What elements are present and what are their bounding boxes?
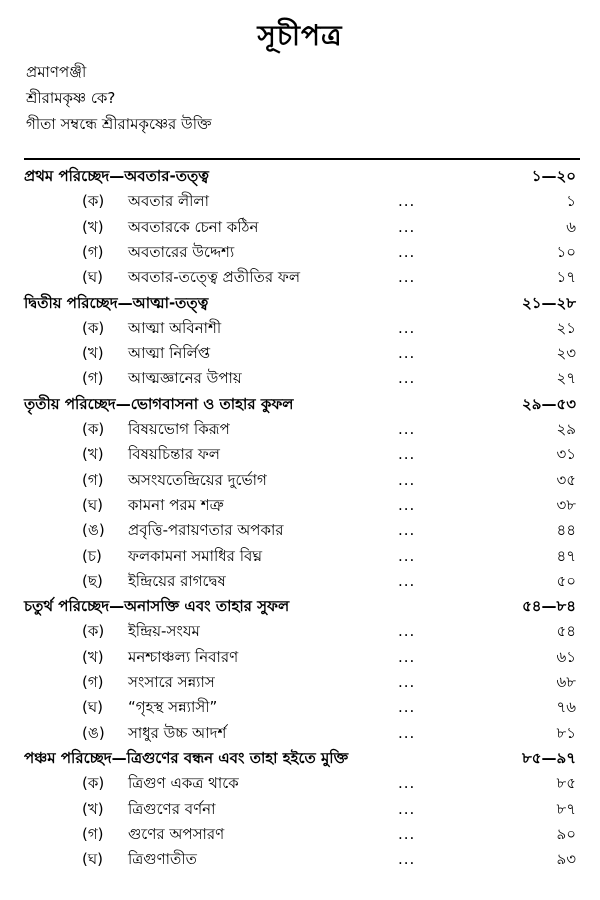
leader-dots: ... bbox=[398, 268, 416, 287]
section-page: ৫৪ bbox=[556, 622, 576, 641]
section-page: ১৭ bbox=[556, 268, 576, 287]
chapter-row bbox=[0, 163, 600, 189]
chapter-row bbox=[0, 391, 600, 417]
section-row bbox=[0, 669, 600, 695]
section-page: ৩৫ bbox=[556, 470, 576, 489]
divider-line bbox=[24, 158, 580, 160]
section-title: বিষয়ভোগ কিরূপ bbox=[128, 420, 230, 438]
section-label: (ঘ) bbox=[82, 698, 103, 717]
section-label: (ঘ) bbox=[82, 495, 103, 514]
leader-dots: ... bbox=[398, 850, 416, 869]
section-row bbox=[0, 214, 600, 240]
section-label: (ছ) bbox=[82, 571, 103, 590]
leader-dots: ... bbox=[398, 521, 416, 540]
section-row bbox=[0, 264, 600, 290]
section-label: (ক) bbox=[82, 192, 105, 211]
section-row bbox=[0, 416, 600, 442]
chapter-page-range: ২১—২৮ bbox=[522, 293, 576, 312]
section-page: ১ bbox=[566, 192, 576, 211]
leader-dots: ... bbox=[398, 622, 416, 641]
section-title: ত্রিগুণাতীত bbox=[128, 850, 197, 869]
section-row bbox=[0, 846, 600, 872]
section-row bbox=[0, 467, 600, 493]
section-label: (গ) bbox=[82, 369, 104, 388]
section-label: (ক) bbox=[82, 774, 105, 793]
section-label: (খ) bbox=[82, 445, 104, 464]
section-title: ফলকামনা সমাধির বিঘ্ন bbox=[128, 546, 263, 565]
section-title: ত্রিগুণ একত্র থাকে bbox=[128, 774, 239, 793]
chapter-page-range: ১—২০ bbox=[531, 167, 576, 185]
leader-dots: ... bbox=[398, 369, 416, 388]
section-label: (চ) bbox=[82, 546, 102, 565]
section-title: বিষয়চিন্তার ফল bbox=[128, 445, 220, 464]
section-label: (ঙ) bbox=[82, 723, 105, 742]
section-row bbox=[0, 365, 600, 391]
leader-dots: ... bbox=[398, 318, 416, 337]
section-label: (গ) bbox=[82, 824, 104, 843]
section-page: ৭৬ bbox=[556, 698, 576, 717]
leader-dots: ... bbox=[398, 217, 416, 236]
chapter-page-range: ২৯—৫৩ bbox=[522, 394, 576, 413]
section-page: ৪৭ bbox=[556, 546, 576, 565]
section-row bbox=[0, 492, 600, 518]
section-title: প্রবৃত্তি-পরায়ণতার অপকার bbox=[128, 521, 284, 540]
section-row bbox=[0, 568, 600, 594]
section-title: সংসারে সন্ন্যাস bbox=[128, 673, 215, 691]
leader-dots: ... bbox=[398, 799, 416, 818]
section-title: “গৃহস্থ সন্ন্যাসী” bbox=[128, 698, 218, 717]
section-label: (খ) bbox=[82, 799, 104, 818]
section-row bbox=[0, 315, 600, 341]
section-label: (ক) bbox=[82, 622, 105, 641]
section-title: মনশ্চাঞ্চল্য নিবারণ bbox=[128, 647, 239, 666]
leader-dots: ... bbox=[398, 546, 416, 565]
leader-dots: ... bbox=[398, 673, 416, 691]
section-page: ৮৫ bbox=[556, 774, 576, 793]
chapter-title: চতুর্থ পরিচ্ছেদ—অনাসক্তি এবং তাহার সুফল bbox=[24, 597, 290, 616]
section-title: অসংযতেন্দ্রিয়ের দুর্ভোগ bbox=[128, 470, 267, 489]
chapter-page-range: ৫৪—৮৪ bbox=[522, 597, 576, 616]
leader-dots: ... bbox=[398, 723, 416, 742]
chapter-title: পঞ্চম পরিচ্ছেদ—ত্রিগুণের বন্ধন এবং তাহা হইতে মুক্তি bbox=[24, 748, 349, 767]
section-page: ২৭ bbox=[556, 369, 576, 388]
section-title: কামনা পরম শত্রু bbox=[128, 495, 224, 514]
section-row bbox=[0, 543, 600, 569]
section-row bbox=[0, 618, 600, 644]
chapter-row bbox=[0, 745, 600, 771]
section-page: ৬৮ bbox=[556, 673, 576, 691]
leader-dots: ... bbox=[398, 698, 416, 717]
section-label: (ঘ) bbox=[82, 850, 103, 869]
section-title: গুণের অপসারণ bbox=[128, 824, 225, 843]
section-title: অবতারের উদ্দেশ্য bbox=[128, 242, 235, 261]
section-row bbox=[0, 517, 600, 543]
intro-line: শ্রীরামকৃষ্ণ কে? bbox=[26, 89, 116, 107]
leader-dots: ... bbox=[398, 774, 416, 793]
chapter-row bbox=[0, 593, 600, 619]
section-label: (ক) bbox=[82, 318, 105, 337]
page-title: সূচীপত্র bbox=[257, 19, 343, 52]
section-row bbox=[0, 770, 600, 796]
section-page: ৮১ bbox=[556, 723, 576, 742]
section-label: (গ) bbox=[82, 673, 104, 691]
chapter-page-range: ৮৫—৯৭ bbox=[522, 748, 576, 767]
leader-dots: ... bbox=[398, 470, 416, 489]
section-title: আত্মজ্ঞানের উপায় bbox=[128, 369, 242, 388]
leader-dots: ... bbox=[398, 647, 416, 666]
chapter-title: দ্বিতীয় পরিচ্ছেদ—আত্মা-তত্ত্ব bbox=[24, 293, 209, 312]
section-page: ২১ bbox=[556, 318, 576, 337]
section-title: সাধুর উচ্চ আদর্শ bbox=[128, 723, 227, 742]
section-page: ৮৭ bbox=[556, 799, 576, 818]
chapter-title: প্রথম পরিচ্ছেদ—অবতার-তত্ত্ব bbox=[24, 167, 209, 185]
section-page: ৩৮ bbox=[556, 495, 576, 514]
section-title: আত্মা নির্লিপ্ত bbox=[128, 344, 211, 363]
section-page: ৯৩ bbox=[556, 850, 576, 869]
section-title: ইন্দ্রিয়ের রাগদ্বেষ bbox=[128, 571, 226, 590]
section-page: ৬ bbox=[566, 217, 576, 236]
section-row bbox=[0, 340, 600, 366]
leader-dots: ... bbox=[398, 344, 416, 363]
section-row bbox=[0, 239, 600, 265]
section-label: (খ) bbox=[82, 217, 104, 236]
section-page: ২৯ bbox=[556, 420, 576, 438]
section-label: (ক) bbox=[82, 420, 105, 438]
section-label: (গ) bbox=[82, 470, 104, 489]
chapter-row bbox=[0, 290, 600, 316]
section-title: অবতারকে চেনা কঠিন bbox=[128, 217, 259, 236]
leader-dots: ... bbox=[398, 192, 416, 211]
section-page: ৯০ bbox=[556, 824, 576, 843]
leader-dots: ... bbox=[398, 571, 416, 590]
section-label: (খ) bbox=[82, 647, 104, 666]
section-row bbox=[0, 694, 600, 720]
section-title: অবতার-তত্ত্বে প্রতীতির ফল bbox=[128, 268, 301, 287]
section-title: ত্রিগুণের বর্ণনা bbox=[128, 799, 216, 818]
section-row bbox=[0, 644, 600, 670]
section-page: ২৩ bbox=[556, 344, 576, 363]
section-page: ৪৪ bbox=[556, 521, 576, 540]
leader-dots: ... bbox=[398, 824, 416, 843]
section-label: (গ) bbox=[82, 242, 104, 261]
section-title: অবতার লীলা bbox=[128, 192, 209, 211]
section-label: (ঘ) bbox=[82, 268, 103, 287]
intro-line: গীতা সম্বন্ধে শ্রীরামকৃষ্ণের উক্তি bbox=[26, 115, 212, 133]
section-label: (খ) bbox=[82, 344, 104, 363]
leader-dots: ... bbox=[398, 242, 416, 261]
section-page: ৬১ bbox=[556, 647, 576, 666]
section-row bbox=[0, 188, 600, 214]
leader-dots: ... bbox=[398, 445, 416, 464]
section-row bbox=[0, 821, 600, 847]
chapter-title: তৃতীয় পরিচ্ছেদ—ভোগবাসনা ও তাহার কুফল bbox=[24, 394, 294, 413]
section-row bbox=[0, 441, 600, 467]
section-page: ৩১ bbox=[556, 445, 576, 464]
section-title: আত্মা অবিনাশী bbox=[128, 318, 222, 337]
section-page: ৫০ bbox=[556, 571, 576, 590]
section-row bbox=[0, 796, 600, 822]
section-page: ১০ bbox=[556, 242, 576, 261]
leader-dots: ... bbox=[398, 420, 416, 438]
section-row bbox=[0, 720, 600, 746]
leader-dots: ... bbox=[398, 495, 416, 514]
section-title: ইন্দ্রিয়-সংযম bbox=[128, 622, 200, 641]
section-label: (ঙ) bbox=[82, 521, 105, 540]
intro-line: প্রমাণপঞ্জী bbox=[26, 63, 87, 81]
